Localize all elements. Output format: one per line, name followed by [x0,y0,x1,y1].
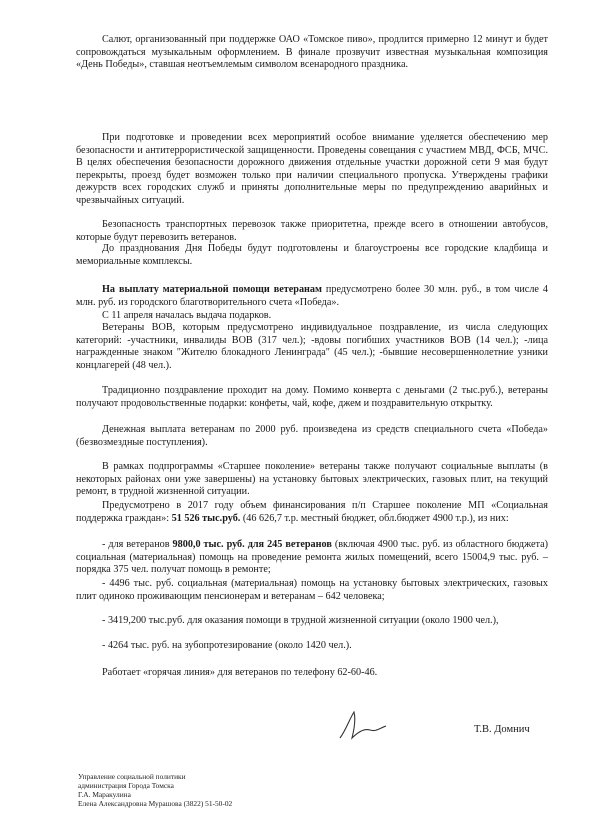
paragraph-gifts-start: С 11 апреля началась выдача подарков. [102,310,272,321]
paragraph-financing [76,500,548,525]
footer-administration: администрация Города Томска [78,781,174,790]
list-item-hardship: - 3419,200 тыс.руб. для оказания помощи в трудной жизненной ситуации (около 1900 чел.), [102,615,499,626]
financing-total: 51 526 тыс.руб. [171,512,241,524]
financing-text-a: Предусмотрено в 2017 году объем финансирования п/п Старшее поколение МП «Социальная поддержка граждан»: [76,500,548,524]
paragraph-cemeteries: До празднования Дня Победы будут подготовлены и благоустроены все городские кладбища и мемориальные комплексы. [76,243,548,267]
footer-department: Управление социальной политики [78,772,186,781]
paragraph-transport: Безопасность транспортных перевозок также приоритетна, прежде всего в отношении автобусов, которые будут перевозить ветеранов. [76,219,548,243]
list-item-dental: - 4264 тыс. руб. на зубопротезирование (около 1420 чел.). [102,640,352,651]
repair-text-b: (включая 4900 тыс. руб. из областного бюджета) социальная (материальная) помощь на проведение ремонта жилых помещений, всего 15004,9 тыс. руб. – порядка 375 чел. получат помощь в ремонте; [76,539,548,576]
handwritten-signature [336,708,388,742]
signatory-name: Т.В. Домнич [474,724,530,735]
paragraph-veteran-categories: Ветераны ВОВ, которым предусмотрено индивидуальное поздравление, из числа следующих категорий: -участники, инвалиды ВОВ (317 чел.); -вдовы погибших участников ВОВ (14 чел.); -лица награжденные знаком "Жителю блокадного Ленинграда" (45 чел.); -бывшие несовершеннолетние узники концлагерей (48 чел.). [76,322,548,371]
paragraph-home-greeting: Традиционно поздравление проходит на дому. Помимо конверта с деньгами (2 тыс.руб.), ветераны получают продовольственные подарки: конфеты, чай, кофе, джем и поздравительную открытку. [76,385,548,409]
footer-author: Г.А. Маракулина [78,790,131,799]
repair-amount: 9800,0 тыс. руб. для 245 ветеранов [172,539,332,550]
material-aid-heading: На выплату материальной помощи ветеранам [102,284,322,295]
footer-contact: Елена Александровна Мурашова (3822) 51-50-02 [78,799,233,808]
paragraph-salute: Салют, организованный при поддержке ОАО «Томское пиво», продлится примерно 12 минут и будет сопровождаться музыкальным оформлением. В финале прозвучит известная музыкальная композиция «День Победы», ставшая неотъемлемым символом всенародного праздника. [76,34,548,71]
financing-text-b: (46 626,7 т.р. местный бюджет, обл.бюджет 4900 т.р.), из них: [240,512,509,524]
list-item-repair [76,539,548,577]
paragraph-security: При подготовке и проведении всех мероприятий особое внимание уделяется обеспечению мер безопасности и антитеррористической защищенности. Проведены совещания с участием МВД, ФСБ, МЧС. В целях обеспечения безопасности дорожного движения отдельные участки дорожной сети 9 мая будут перекрыты, проезд будет возможен только при наличии специального пропуска. Утверждены графики дежурств всех городских служб и приняты дополнительные меры по предупреждению аварийных и чрезвычайных ситуаций. [76,132,548,206]
paragraph-cash-payment: Денежная выплата ветеранам по 2000 руб. произведена из средств специального счета «Победа» (безвозмездные поступления). [76,424,548,448]
paragraph-hotline: Работает «горячая линия» для ветеранов по телефону 62-60-46. [102,667,378,678]
material-aid-text: предусмотрено более 30 млн. руб., в том числе 4 млн. руб. из городского благотворительного счета «Победа». [76,284,548,308]
paragraph-older-generation: В рамках подпрограммы «Старшее поколение» ветераны также получают социальные выплаты (в некоторых районах они уже завершены) на установку бытовых электрических, газовых плит, на текущий ремонт, в трудной жизненной ситуации. [76,461,548,498]
list-item-stoves: - 4496 тыс. руб. социальная (материальная) помощь на установку бытовых электрических, газовых плит одиноко проживающим пенсионерам и ветеранам – 642 человека; [76,578,548,602]
paragraph-material-aid [76,284,548,309]
repair-text-a: - для ветеранов [102,539,173,550]
